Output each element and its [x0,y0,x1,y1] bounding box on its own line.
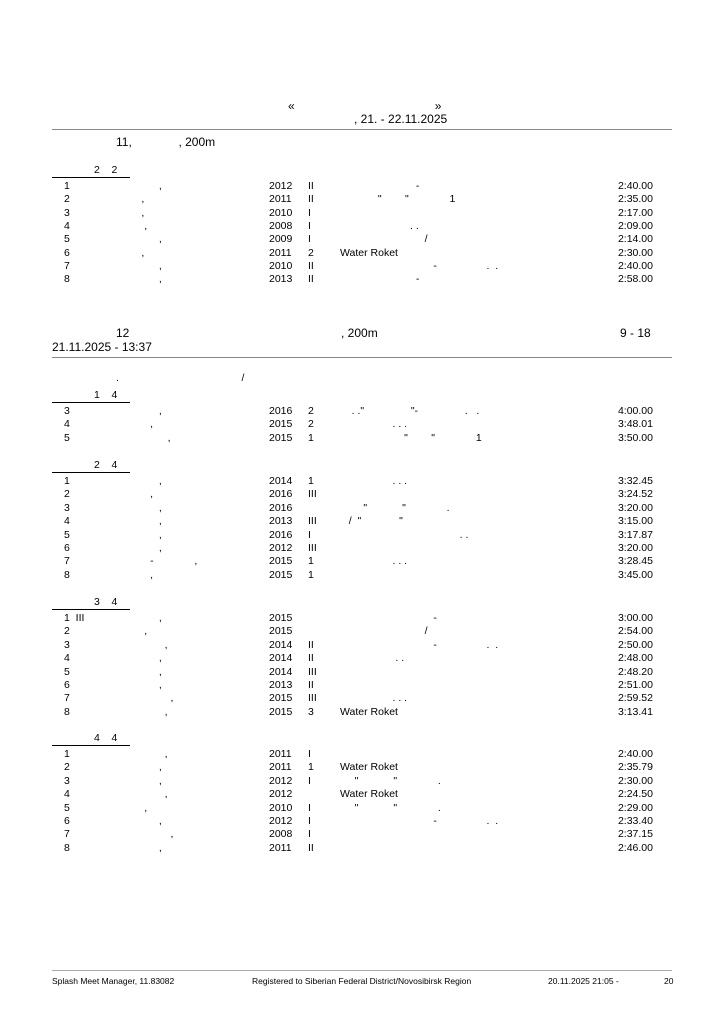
result-place: 4 [64,219,70,232]
result-time: 3:28.45 [617,555,653,568]
result-name: , [118,692,174,705]
result-team: " " 1 [340,431,482,444]
result-row [0,502,724,515]
result-row [0,247,724,260]
result-team: . . [340,219,419,232]
result-year: 2011 [269,193,292,206]
result-place: 8 [64,841,70,854]
result-category: 1 [308,568,314,581]
result-year: 2012 [269,774,293,787]
result-place: 4 [64,418,70,431]
result-team: / " " [340,515,403,528]
result-row [0,679,724,692]
result-name: , [118,625,148,638]
result-category: I [308,219,311,232]
result-year: 2015 [269,431,293,444]
result-row [0,569,724,582]
result-name: , [118,788,168,801]
result-category: III [308,665,317,678]
result-team: . . [340,528,469,541]
result-year: 2011 [269,748,292,760]
result-category: I [308,828,311,841]
result-name: , [118,568,154,581]
result-name: , [118,665,162,678]
result-time: 2:48.00 [617,652,653,665]
result-year: 2010 [269,801,293,814]
result-name: , [118,828,174,841]
result-time: 3:20.00 [617,542,653,554]
result-time: 2:40.00 [617,259,653,272]
result-place: 7 [64,828,70,841]
result-time: 2:29.00 [617,801,653,814]
result-name: , [118,748,168,760]
result-category: III [308,692,317,705]
result-row [0,515,724,528]
result-year: 2012 [269,542,293,554]
result-team: Water Roket [340,761,398,774]
result-place: 8 [64,273,70,286]
result-row [0,180,724,193]
result-row [0,432,724,445]
result-row [0,260,724,273]
result-team: . . . [340,475,408,487]
result-year: 2011 [269,246,292,259]
result-row [0,555,724,568]
result-team: . ." "- . . [340,405,480,417]
result-time: 2:24.50 [617,788,653,801]
event-12-distance: , 200m [341,326,378,340]
result-place: 7 [64,692,70,705]
result-place: 6 [64,815,70,827]
result-name: , [118,801,148,814]
result-team: - [340,612,437,624]
result-team: . . . [340,692,408,705]
result-time: 3:45.00 [617,568,653,581]
result-year: 2016 [269,488,293,501]
result-name: , [118,815,162,827]
result-place: 4 [64,788,70,801]
result-name: , [118,259,162,272]
result-place: 3 [64,774,70,787]
result-row [0,193,724,206]
result-team: " " . [340,801,441,814]
result-category: 2 [308,246,314,259]
heat-rule [52,177,130,178]
result-name: , [118,515,162,528]
result-row [0,542,724,555]
footer-registered: Registered to Siberian Federal District/Novosibirsk Region [252,976,472,986]
result-name: , [118,612,162,624]
result-row [0,639,724,652]
result-time: 2:40.00 [617,180,653,192]
event-12-age-group: 9 - 18 [620,326,651,340]
result-row [0,692,724,705]
result-year: 2012 [269,788,293,801]
result-category: II [308,193,314,206]
result-category: 2 [308,418,314,431]
result-row [0,207,724,220]
result-year: 2016 [269,501,293,514]
result-year: 2013 [269,273,293,286]
result-year: 2015 [269,612,293,624]
meet-dates: , 21. - 22.11.2025 [354,112,448,126]
result-row [0,828,724,841]
heat-label: 4 4 [94,732,118,744]
heat-label: 2 4 [94,459,118,471]
result-place: 5 [64,233,70,246]
result-place: 3 [64,501,70,514]
result-time: 2:54.00 [617,625,653,638]
result-category: I [308,233,311,246]
result-team: . . . [340,555,408,568]
result-time: 3:17.87 [617,528,653,541]
result-time: 2:58.00 [617,273,653,286]
result-place: 6 [64,679,70,691]
result-year: 2008 [269,219,293,232]
result-time: 2:48.20 [617,665,653,678]
result-place: 4 [64,515,70,528]
result-name: , [118,841,162,854]
result-team: - [340,273,420,286]
result-place: 2 [64,488,70,501]
result-category: II [308,652,314,665]
result-team: " " . [340,501,450,514]
result-year: 2014 [269,665,293,678]
result-name: , [118,705,168,718]
meet-title: « » [288,99,442,113]
result-place: 2 [64,193,70,206]
footer-page-number: 20 [664,976,674,986]
result-team: - . . [340,259,499,272]
result-year: 2015 [269,625,293,638]
result-row [0,775,724,788]
result-time: 2:40.00 [617,748,653,760]
result-time: 3:00.00 [617,612,653,624]
result-name: , [118,501,162,514]
result-time: 3:48.01 [617,418,653,431]
result-team: / [340,233,428,246]
result-row [0,815,724,828]
result-name: , [118,652,162,665]
result-time: 2:30.00 [617,774,653,787]
heat-label: 1 4 [94,389,118,401]
heat-rule [52,472,130,473]
result-category: 2 [308,405,314,417]
result-year: 2013 [269,679,293,691]
heat-rule [52,609,130,610]
result-time: 3:24.52 [617,488,653,501]
result-time: 2:17.00 [617,206,653,219]
result-time: 3:20.00 [617,501,653,514]
result-team: - . . [340,815,499,827]
result-time: 2:09.00 [617,219,653,232]
result-row [0,706,724,719]
result-time: 2:59.52 [617,692,653,705]
result-row [0,625,724,638]
result-team: Water Roket [340,246,398,259]
result-place: 5 [64,528,70,541]
result-name: , [118,528,162,541]
result-place: 1 [64,475,70,487]
result-category: II [308,638,314,651]
result-name: , [118,273,162,286]
result-category: 1 [308,475,314,487]
result-year: 2016 [269,528,293,541]
result-category: I [308,206,311,219]
result-category: 1 [308,555,314,568]
result-time: 3:50.00 [617,431,653,444]
result-place: 1 [64,180,70,192]
event-12-number: 12 [116,326,130,340]
result-category: I [308,748,311,760]
result-name: , [118,488,154,501]
result-row [0,652,724,665]
result-row [0,405,724,418]
header-divider [52,129,672,130]
result-place: 6 [64,246,70,259]
result-category: II [308,273,314,286]
footer-divider [52,970,672,971]
result-team: Water Roket [340,788,398,801]
result-place: 6 [64,542,70,554]
result-year: 2011 [269,841,292,854]
result-row [0,529,724,542]
event-11-title: 11, , 200m [116,135,216,149]
result-year: 2013 [269,515,293,528]
result-time: 2:50.00 [617,638,653,651]
result-team: . . . [340,418,408,431]
result-year: 2008 [269,828,293,841]
result-year: 2016 [269,405,293,417]
event-12-datetime: 21.11.2025 - 13:37 [52,340,152,354]
result-row [0,666,724,679]
result-row [0,418,724,431]
result-name: , [118,475,162,487]
result-category: III [308,542,317,554]
result-category: I [308,528,311,541]
result-time: 3:13.41 [617,705,653,718]
result-time: 3:32.45 [617,475,653,487]
result-year: 2015 [269,705,293,718]
result-team: " " . [340,774,441,787]
footer-printed: 20.11.2025 21:05 - [548,976,619,986]
result-year: 2012 [269,180,293,192]
result-team: / [340,625,428,638]
footer-software: Splash Meet Manager, 11.83082 [52,976,175,986]
result-year: 2009 [269,233,293,246]
heat-label: 3 4 [94,596,118,608]
result-place: 2 [64,625,70,638]
heat-rule [52,402,130,403]
result-name: , [118,405,162,417]
result-name: , [118,193,145,206]
result-team: " " 1 [340,193,456,206]
result-time: 2:37.15 [617,828,653,841]
result-row [0,842,724,855]
result-place: 2 [64,761,70,774]
result-time: 4:00.00 [617,405,653,417]
result-time: 2:46.00 [617,841,653,854]
result-name: , [118,542,162,554]
result-year: 2015 [269,418,293,431]
result-category: II [308,841,314,854]
result-name: , [118,246,145,259]
result-place: 4 [64,652,70,665]
result-row [0,475,724,488]
result-team: - . . [340,638,499,651]
result-name: , [118,206,145,219]
result-year: 2011 [269,761,292,774]
result-row [0,788,724,801]
result-name: , [118,761,162,774]
result-name: , [118,418,154,431]
result-time: 2:30.00 [617,246,653,259]
event-12-record-line: . / [116,372,245,384]
result-name: , [118,233,162,246]
result-team: Water Roket [340,705,398,718]
result-row [0,233,724,246]
result-row [0,220,724,233]
result-category: II [308,259,314,272]
result-place: 1 III [64,612,85,624]
heat-rule [52,745,130,746]
result-year: 2012 [269,815,293,827]
result-year: 2015 [269,555,293,568]
result-category: 3 [308,705,314,718]
result-name: , [118,638,168,651]
result-name: , [118,679,162,691]
result-place: 7 [64,555,70,568]
result-place: 7 [64,259,70,272]
result-name: , [118,774,162,787]
result-time: 3:15.00 [617,515,653,528]
result-time: 2:51.00 [617,679,653,691]
result-time: 2:35.79 [617,761,653,774]
result-time: 2:33.40 [617,815,653,827]
result-row [0,612,724,625]
result-place: 8 [64,568,70,581]
result-team: - [340,180,420,192]
result-category: I [308,801,311,814]
result-place: 5 [64,665,70,678]
result-row [0,761,724,774]
result-year: 2014 [269,652,293,665]
result-year: 2015 [269,692,293,705]
result-place: 3 [64,405,70,417]
result-team: . . [340,652,405,665]
result-row [0,273,724,286]
result-row [0,488,724,501]
result-row [0,802,724,815]
result-category: III [308,515,317,528]
result-name: , [118,180,162,192]
result-row [0,748,724,761]
event-11-heat-label: 2 2 [94,164,118,176]
result-category: II [308,679,314,691]
result-name: , [118,431,171,444]
result-category: 1 [308,761,314,774]
result-category: I [308,774,311,787]
result-category: III [308,488,317,501]
result-place: 3 [64,638,70,651]
result-year: 2010 [269,206,293,219]
result-place: 1 [64,748,70,760]
result-year: 2010 [269,259,293,272]
result-category: I [308,815,311,827]
result-name: , [118,219,148,232]
result-place: 3 [64,206,70,219]
event-12-divider [52,357,672,358]
result-time: 2:35.00 [617,193,653,206]
result-category: II [308,180,314,192]
result-year: 2014 [269,638,293,651]
result-place: 8 [64,705,70,718]
result-name: - , [118,555,198,568]
result-place: 5 [64,431,70,444]
result-category: 1 [308,431,314,444]
result-time: 2:14.00 [617,233,653,246]
result-year: 2014 [269,475,293,487]
result-place: 5 [64,801,70,814]
result-year: 2015 [269,568,293,581]
